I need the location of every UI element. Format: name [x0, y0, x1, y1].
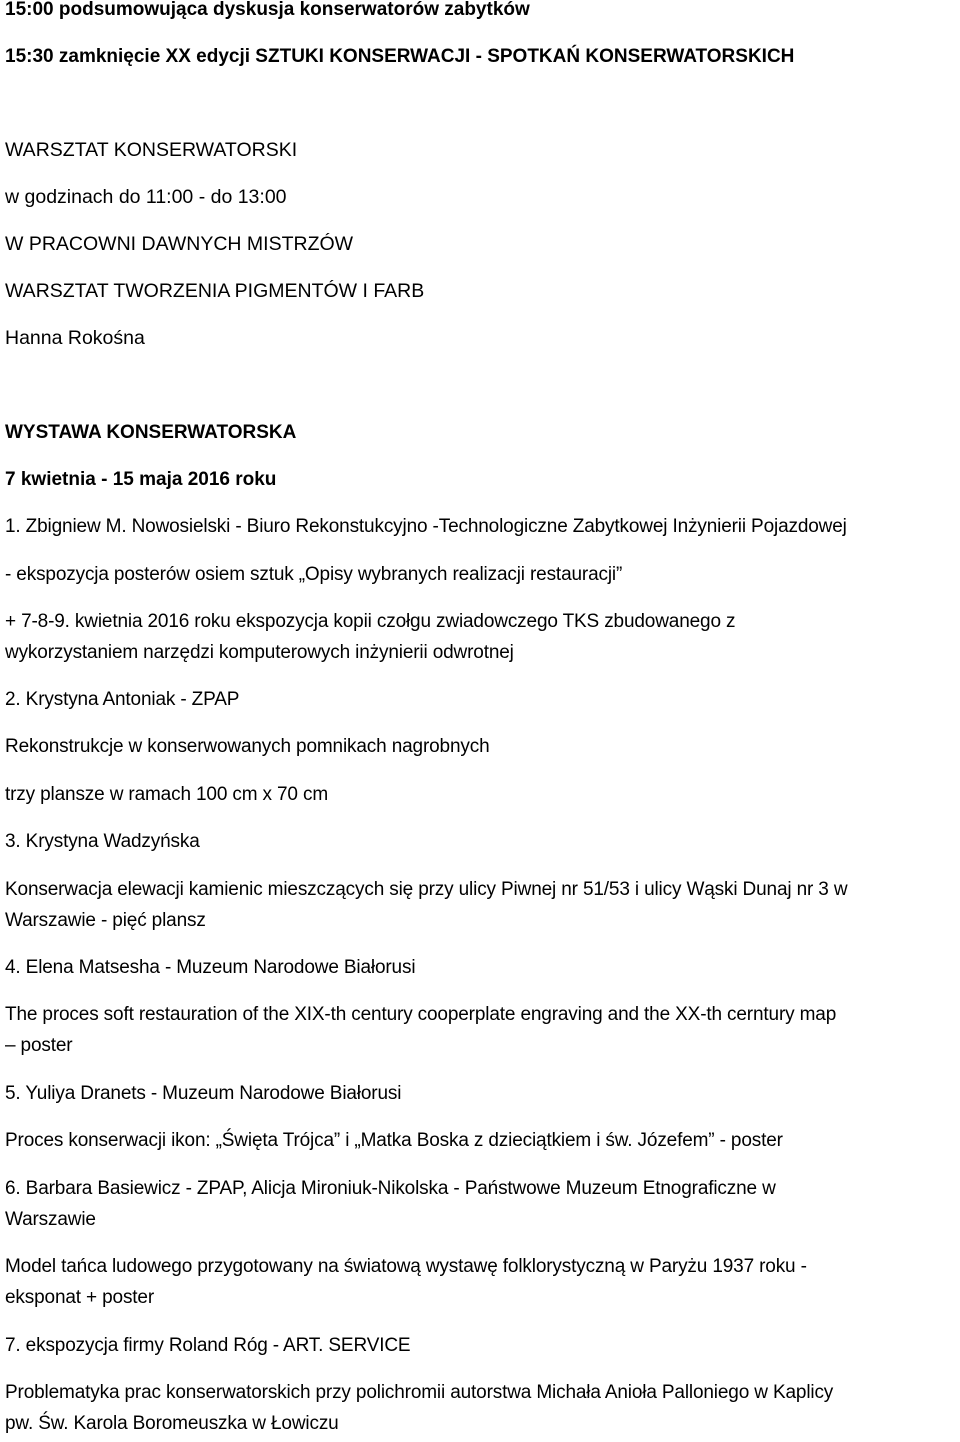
exhibition-item-7-line-1: 7. ekspozycja firmy Roland Róg - ART. SERVICE: [5, 1335, 411, 1356]
exhibition-item-3-line-2b: Warszawie - pięć plansz: [5, 910, 206, 931]
schedule-line-1500: 15:00 podsumowująca dyskusja konserwatorów zabytków: [5, 0, 530, 20]
exhibition-item-1-line-3b: wykorzystaniem narzędzi komputerowych inżynierii odwrotnej: [5, 642, 514, 663]
exhibition-item-5-line-1: 5. Yuliya Dranets - Muzeum Narodowe Białorusi: [5, 1083, 402, 1104]
exhibition-item-2-line-2: Rekonstrukcje w konserwowanych pomnikach nagrobnych: [5, 736, 490, 757]
workshop-host: Hanna Rokośna: [5, 327, 145, 349]
exhibition-item-7-line-2a: Problematyka prac konserwatorskich przy polichromii autorstwa Michała Anioła Palloniego w Kaplicy: [5, 1382, 834, 1403]
exhibition-item-5-line-2: Proces konserwacji ikon: „Święta Trójca” i „Matka Boska z dzieciątkiem i św. Józefem” - poster: [5, 1130, 783, 1151]
exhibition-item-3-line-1: 3. Krystyna Wadzyńska: [5, 831, 200, 852]
exhibition-heading: WYSTAWA KONSERWATORSKA: [5, 422, 297, 443]
exhibition-item-4-line-2b: – poster: [5, 1035, 73, 1056]
exhibition-item-2-line-3: trzy plansze w ramach 100 cm x 70 cm: [5, 784, 328, 805]
exhibition-item-6-line-1b: Warszawie: [5, 1209, 96, 1230]
workshop-hours: w godzinach do 11:00 - do 13:00: [5, 186, 287, 208]
exhibition-item-4-line-2a: The proces soft restauration of the XIX-th century cooperplate engraving and the XX-th cerntury map: [5, 1004, 837, 1025]
exhibition-item-3-line-2a: Konserwacja elewacji kamienic mieszczących się przy ulicy Piwnej nr 51/53 i ulicy Wąski Dunaj nr 3 w: [5, 879, 848, 900]
exhibition-item-2-line-1: 2. Krystyna Antoniak - ZPAP: [5, 689, 240, 710]
exhibition-item-1-line-1: 1. Zbigniew M. Nowosielski - Biuro Rekonstukcyjno -Technologiczne Zabytkowej Inżynierii Pojazdowej: [5, 516, 847, 537]
exhibition-item-1-line-3a: + 7-8-9. kwietnia 2016 roku ekspozycja kopii czołgu zwiadowczego TKS zbudowanego z: [5, 611, 736, 632]
schedule-line-1530: 15:30 zamknięcie XX edycji SZTUKI KONSERWACJI - SPOTKAŃ KONSERWATORSKICH: [5, 46, 795, 67]
exhibition-item-1-line-2: - ekspozycja posterów osiem sztuk „Opisy wybranych realizacji restauracji”: [5, 564, 623, 585]
workshop-place: W PRACOWNI DAWNYCH MISTRZÓW: [5, 233, 354, 255]
workshop-heading: WARSZTAT KONSERWATORSKI: [5, 139, 298, 161]
exhibition-item-4-line-1: 4. Elena Matsesha - Muzeum Narodowe Białorusi: [5, 957, 416, 978]
exhibition-item-6-line-2b: eksponat + poster: [5, 1287, 155, 1308]
exhibition-item-6-line-1a: 6. Barbara Basiewicz - ZPAP, Alicja Mironiuk-Nikolska - Państwowe Muzeum Etnograficzne w: [5, 1178, 776, 1199]
workshop-title: WARSZTAT TWORZENIA PIGMENTÓW I FARB: [5, 280, 425, 302]
exhibition-item-7-line-2b: pw. Św. Karola Boromeuszka w Łowiczu: [5, 1413, 339, 1434]
exhibition-item-6-line-2a: Model tańca ludowego przygotowany na światową wystawę folklorystyczną w Paryżu 1937 roku -: [5, 1256, 807, 1277]
exhibition-dates: 7 kwietnia - 15 maja 2016 roku: [5, 469, 277, 490]
